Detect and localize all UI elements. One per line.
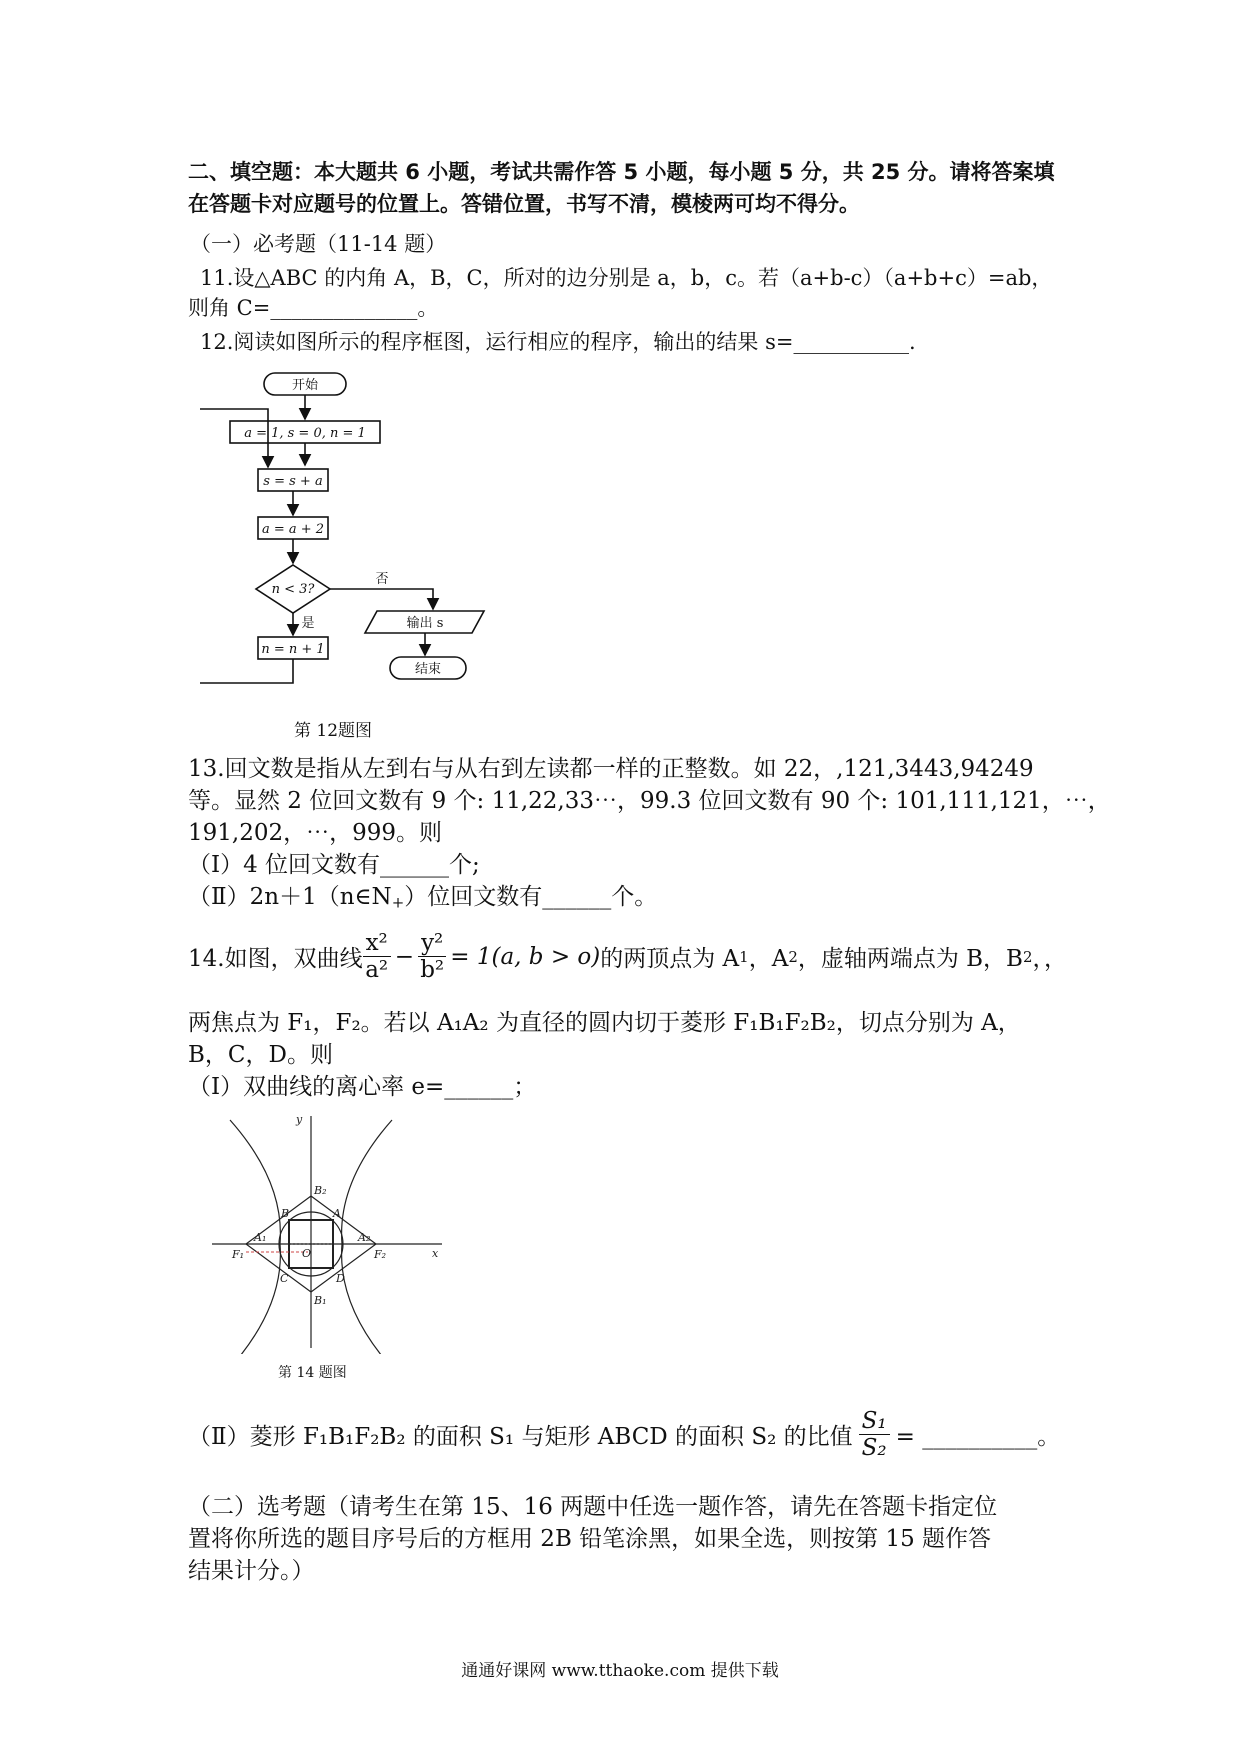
svg-text:A: A: [333, 1207, 341, 1220]
svg-text:D: D: [336, 1272, 345, 1285]
svg-text:F₂: F₂: [374, 1248, 387, 1261]
q12-caption: 第 12题图: [294, 721, 373, 741]
svg-text:x: x: [432, 1247, 439, 1260]
q11-line2: 则角 C=______________。: [188, 296, 439, 320]
q14-sub2: （Ⅱ）菱形 F₁B₁F₂B₂ 的面积 S₁ 与矩形 ABCD 的面积 S₂ 的比值 $\frac{\text{S₁}}{\text{S₂}}$ = __________。: [188, 1408, 1061, 1462]
q14-line2: 两焦点为 F₁，F₂。若以 A₁A₂ 为直径的圆内切于菱形 F₁B₁F₂B₂，切点分别为 A，: [188, 1010, 1021, 1036]
q14-ratio-frac: $\frac{\text{S₁}}{\text{S₂}}$: [859, 1408, 890, 1462]
flow-decision-label: n < 3?: [271, 582, 315, 597]
svg-text:F₁: F₁: [232, 1248, 245, 1261]
q13-sub2: $(Ⅱ)2n+1(n\in N_+)$位回文数有______个。: [188, 884, 658, 912]
flow-start-label: 开始: [291, 378, 319, 393]
q13-line2: 等。显然 2 位回文数有 9 个: 11,22,33⋯，99.3 位回文数有 90 个: 101,111,121，⋯，: [188, 788, 1111, 814]
footer: 通通好课网 www.tthaoke.com 提供下载: [461, 1661, 779, 1681]
q13-line1: 13.回文数是指从左到右与从右到左读都一样的正整数。如 22，,121,3443,94249: [188, 756, 1034, 782]
part2-line1: （二）选考题（请考生在第 15、16 两题中任选一题作答，请先在答题卡指定位: [188, 1494, 998, 1520]
svg-text:y: y: [296, 1113, 303, 1126]
q14-figure: [210, 1112, 450, 1354]
section-header-line2: 在答题卡对应题号的位置上。答错位置，书写不清，模棱两可均不得分。: [188, 192, 860, 216]
svg-text:B₂: B₂: [314, 1184, 327, 1197]
q14-frac-y: $\frac{\text{y²}}{\text{b²}}$: [418, 930, 446, 984]
flow-increment-label: n = n + 1: [261, 642, 325, 657]
q14-line1: 14.如图，双曲线 $\frac{\text{x²}}{\text{a²}}$ − $\frac{\text{y²}}{\text{b²}}$ = 1(a, b > o) 的两顶点为 A 1 ，A 2 ，虚轴两端点为 B，B 2 ，，: [188, 930, 1067, 984]
svg-text:A₁: A₁: [254, 1231, 267, 1244]
q14-sub1: （Ⅰ）双曲线的离心率 e=______；: [188, 1074, 537, 1100]
q12-text: 12.阅读如图所示的程序框图，运行相应的程序，输出的结果 s=___________.: [200, 330, 916, 354]
flow-end-label: 结束: [414, 662, 442, 677]
part2-line2: 置将你所选的题目序号后的方框用 2B 铅笔涂黑，如果全选，则按第 15 题作答: [188, 1526, 992, 1552]
q13-sub1: （Ⅰ）4 位回文数有______个;: [188, 852, 480, 878]
flow-yes-label: 是: [301, 616, 315, 631]
svg-text:A₂: A₂: [358, 1231, 371, 1244]
part2-line3: 结果计分。）: [188, 1558, 315, 1584]
flow-output-label: 输出 s: [406, 616, 444, 631]
section-header-line1: 二、填空题：本大题共 6 小题，考试共需作答 5 小题，每小题 5 分，共 25 分。请将答案填: [188, 160, 1055, 184]
flow-no-label: 否: [375, 572, 389, 587]
q13-line3: 191,202，⋯，999。则: [188, 820, 443, 846]
q14-caption: 第 14 题图: [278, 1365, 347, 1381]
flow-init-label: a = 1, s = 0, n = 1: [244, 426, 366, 441]
q14-line3: B，C，D。则: [188, 1042, 333, 1068]
flow-step1-label: s = s + a: [263, 474, 323, 489]
svg-text:C: C: [280, 1272, 289, 1285]
svg-text:B₁: B₁: [314, 1294, 327, 1307]
svg-text:B: B: [281, 1207, 290, 1220]
part1-title: （一）必考题（11-14 题）: [190, 232, 447, 256]
q14-frac-x: $\frac{\text{x²}}{\text{a²}}$: [363, 930, 391, 984]
flow-step2-label: a = a + 2: [261, 522, 325, 537]
svg-text:O: O: [302, 1247, 312, 1260]
q11-line1: 11.设△ABC 的内角 A，B，C，所对的边分别是 a，b，c。若（a+b-c）（a+b+c）=ab，: [200, 266, 1053, 290]
q12-flowchart: [200, 365, 520, 705]
